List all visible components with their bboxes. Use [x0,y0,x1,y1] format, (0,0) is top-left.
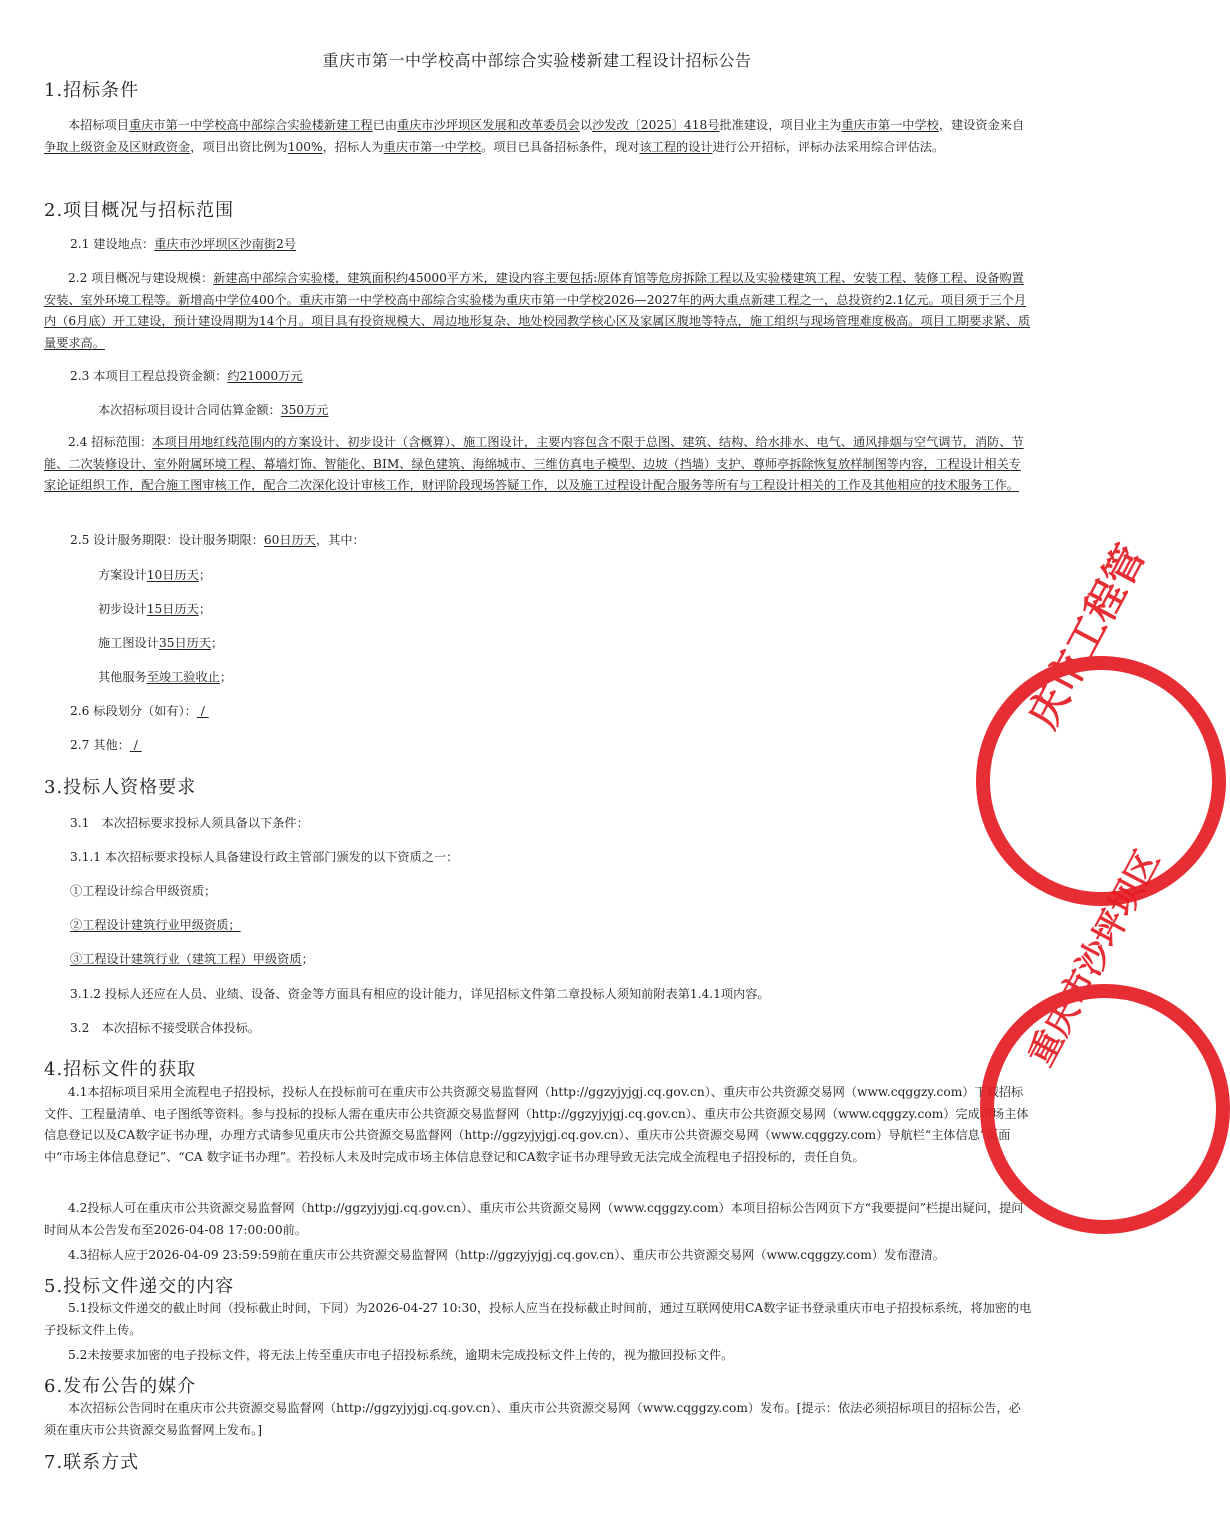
qualification-2: ②工程设计建筑行业甲级资质； [70,918,241,932]
item-label: 本次招标项目设计合同估算金额： [98,403,281,417]
item-2-5 [70,531,365,548]
other-info: / [129,738,142,752]
text: ，项目出资比例为 [190,139,288,154]
item-label: 2.7 其他： [70,738,130,752]
tender-object: 该工程的设计 [639,139,713,154]
phase-label: 其他服务 [98,670,147,684]
item-2-1 [70,235,296,252]
official-seal-district [980,843,1230,1234]
item-2-4 [44,432,1032,497]
text: 进行公开招标，评标办法采用综合评估法。 [712,139,945,154]
section-heading-1: 1.招标条件 [44,80,140,101]
section-heading-2: 2.项目概况与招标范围 [44,200,235,221]
phase-days: 15日历天 [146,602,199,616]
seal-text: 重庆市沙坪坝区 [1021,843,1169,1073]
phase-days: 至竣工验收止 [146,670,220,684]
item-label: 2.3 本项目工程总投资金额： [70,369,228,383]
section-heading-7: 7.联系方式 [44,1452,140,1473]
fund-source: 争取上级资金及区财政资金 [44,139,191,154]
text: ，其中： [315,533,365,547]
phase-days: 35日历天 [158,636,212,650]
phase-scheme [98,566,211,583]
item-3-1-1: 3.1.1 本次招标要求投标人具备建设行政主管部门颁发的以下资质之一： [70,850,459,864]
item-2-7 [70,736,142,753]
phase-label: 初步设计 [98,602,147,616]
lot-division: / [196,704,209,718]
approver: 重庆市沙坪坝区发展和改革委员会 [397,118,580,132]
total-investment: 约21000万元 [227,369,303,383]
item-2-6 [70,702,209,719]
section-heading-6: 6.发布公告的媒介 [44,1376,197,1397]
fund-ratio: 100% [287,139,323,154]
item-label: 2.1 建设地点： [70,237,155,251]
item-4-1: 4.1本招标项目采用全流程电子招投标，投标人在投标前可在重庆市公共资源交易监督网（http://ggzyjyjgj.cq.gov.cn）、重庆市公共资源交易网（www.cqggzy.com）下载招标文件、工程量清单、电子图纸等资料。参与投标的投标人需在重庆市公共资源交易监督网（http://ggzyjyjgj.cq.gov.cn）、重庆市公共资源交易网（www.cqggzy.com）完成市场主体信息登记以及CA数字证书办理，办理方式请参见重庆市公共资源交易监督网（http://ggzyjyjgj.cq.gov.cn）、重庆市公共资源交易网（www.cqggzy.com）导航栏“主体信息”页面中“市场主体信息登记”、“CA 数字证书办理”。若投标人未及时完成市场主体信息登记和CA数字证书办理导致无法完成全流程电子招投标的，责任自负。 [44,1085,1029,1164]
text: 已由 [372,118,398,132]
phase-days: 10日历天 [146,568,199,582]
text: 批准建设，项目业主为 [719,118,842,132]
text: 。项目已具备招标条件，现对 [481,139,640,154]
text: ； [219,670,233,684]
qualification-3 [70,950,314,967]
item-label: 2.5 设计服务期限：设计服务期限： [70,533,264,547]
text: ； [301,952,314,966]
text: ，建设资金来自 [938,118,1025,132]
phase-other [98,668,232,685]
item-label: 2.6 标段划分（如有）： [70,704,197,718]
tenderer: 重庆市第一中学校 [383,139,482,154]
construction-site: 重庆市沙坪坝区沙南街2号 [154,237,297,251]
item-6-1: 本次招标公告同时在重庆市公共资源交易监督网（http://ggzyjyjgj.cq.gov.cn）、重庆市公共资源交易网（www.cqggzy.com）发布。[提示：依法必须招标项目的招标公告，必须在重庆市公共资源交易监督网上发布。] [44,1401,1021,1437]
text: ； [211,636,224,650]
qualification-text: ③工程设计建筑行业（建筑工程）甲级资质 [70,952,302,966]
qualification-1: ①工程设计综合甲级资质； [70,884,217,898]
item-5-1: 5.1投标文件递交的截止时间（投标截止时间，下同）为2026-04-27 10:30，投标人应当在投标截止时间前，通过互联网使用CA数字证书登录重庆市电子招投标系统，将加密的电子投标文件上传。 [44,1301,1032,1337]
project-owner: 重庆市第一中学校 [841,118,939,132]
phase-label: 施工图设计 [98,636,159,650]
section-heading-3: 3.投标人资格要求 [44,777,197,798]
approval-number: 沙发改〔2025〕418号 [592,118,720,132]
text: ； [198,602,212,616]
official-seal-engineering [976,537,1226,906]
item-3-1: 3.1 本次招标要求投标人须具备以下条件： [70,816,309,830]
text: 本招标项目 [68,118,129,132]
item-3-2: 3.2 本次招标不接受联合体投标。 [70,1021,261,1035]
item-2-3 [70,367,303,384]
phase-preliminary [98,600,211,617]
phase-label: 方案设计 [98,568,147,582]
item-label: 2.2 项目概况与建设规模： [68,271,214,285]
section-heading-4: 4.招标文件的获取 [44,1059,197,1080]
document-title: 重庆市第一中学校高中部综合实验楼新建工程设计招标公告 [322,51,752,70]
seal-text: 庆市工程管 [1019,537,1155,736]
item-4-2: 4.2投标人可在重庆市公共资源交易监督网（http://ggzyjyjgj.cq.gov.cn）、重庆市公共资源交易网（www.cqggzy.com）本项目招标公告网页下方“我要提问”栏提出疑问，提问时间从本公告发布至2026-04-08 17:00:00前。 [44,1201,1024,1237]
project-overview: 新建高中部综合实验楼，建筑面积约45000平方米，建设内容主要包括:原体育馆等危房拆除工程以及实验楼建筑工程、安装工程、装修工程、设备购置安装、室外环境工程等。新增高中学位400个。重庆市第一中学校高中部综合实验楼为重庆市第一中学校2026—2027年的两大重点新建工程之一，总投资约2.1亿元。项目须于三个月内（6月底）开工建设，预计建设周期为14个月。项目具有投资规模大、周边地形复杂、地处校园教学核心区及家属区腹地等特点，施工组织与现场管理难度极高。项目工期要求紧、质量要求高。 [44,271,1031,350]
text: 以 [579,118,593,132]
item-5-2: 5.2未按要求加密的电子投标文件，将无法上传至重庆市电子招投标系统，逾期未完成投标文件上传的，视为撤回投标文件。 [68,1348,734,1362]
tender-scope: 本项目用地红线范围内的方案设计、初步设计（含概算）、施工图设计，主要内容包含不限于总图、建筑、结构、给水排水、电气、通风排烟与空气调节，消防、节能、二次装修设计、室外附属环境工程、幕墙灯饰、智能化、BIM、绿色建筑、海绵城市、三维仿真电子模型、边坡（挡墙）支护、尊师亭拆除恢复放样制图等内容，工程设计相关专家论证组织工作，配合施工图审核工作，配合二次深化设计审核工作，财评阶段现场答疑工作，以及施工过程设计配合服务等所有与工程设计相关的工作及其他相应的技术服务工作。 [44,435,1024,492]
text: ； [198,568,212,582]
service-period: 60日历天 [263,533,316,547]
item-4-3: 4.3招标人应于2026-04-09 23:59:59前在重庆市公共资源交易监督网（http://ggzyjyjgj.cq.gov.cn）、重庆市公共资源交易网（www.cqggzy.com）发布澄清。 [68,1248,945,1262]
item-3-1-2: 3.1.2 投标人还应在人员、业绩、设备、资金等方面具有相应的设计能力，详见招标文件第二章投标人须知前附表第1.4.1项内容。 [70,987,770,1001]
section-heading-5: 5.投标文件递交的内容 [44,1276,235,1297]
item-label: 2.4 招标范围： [68,435,153,449]
item-2-2 [44,268,1032,354]
project-name: 重庆市第一中学校高中部综合实验楼新建工程 [128,118,373,132]
section-1-paragraph [44,115,1032,158]
text: ，招标人为 [322,139,384,154]
item-2-3-contract [98,401,328,418]
phase-construction-drawing [98,634,223,651]
contract-estimate: 350万元 [280,403,329,417]
